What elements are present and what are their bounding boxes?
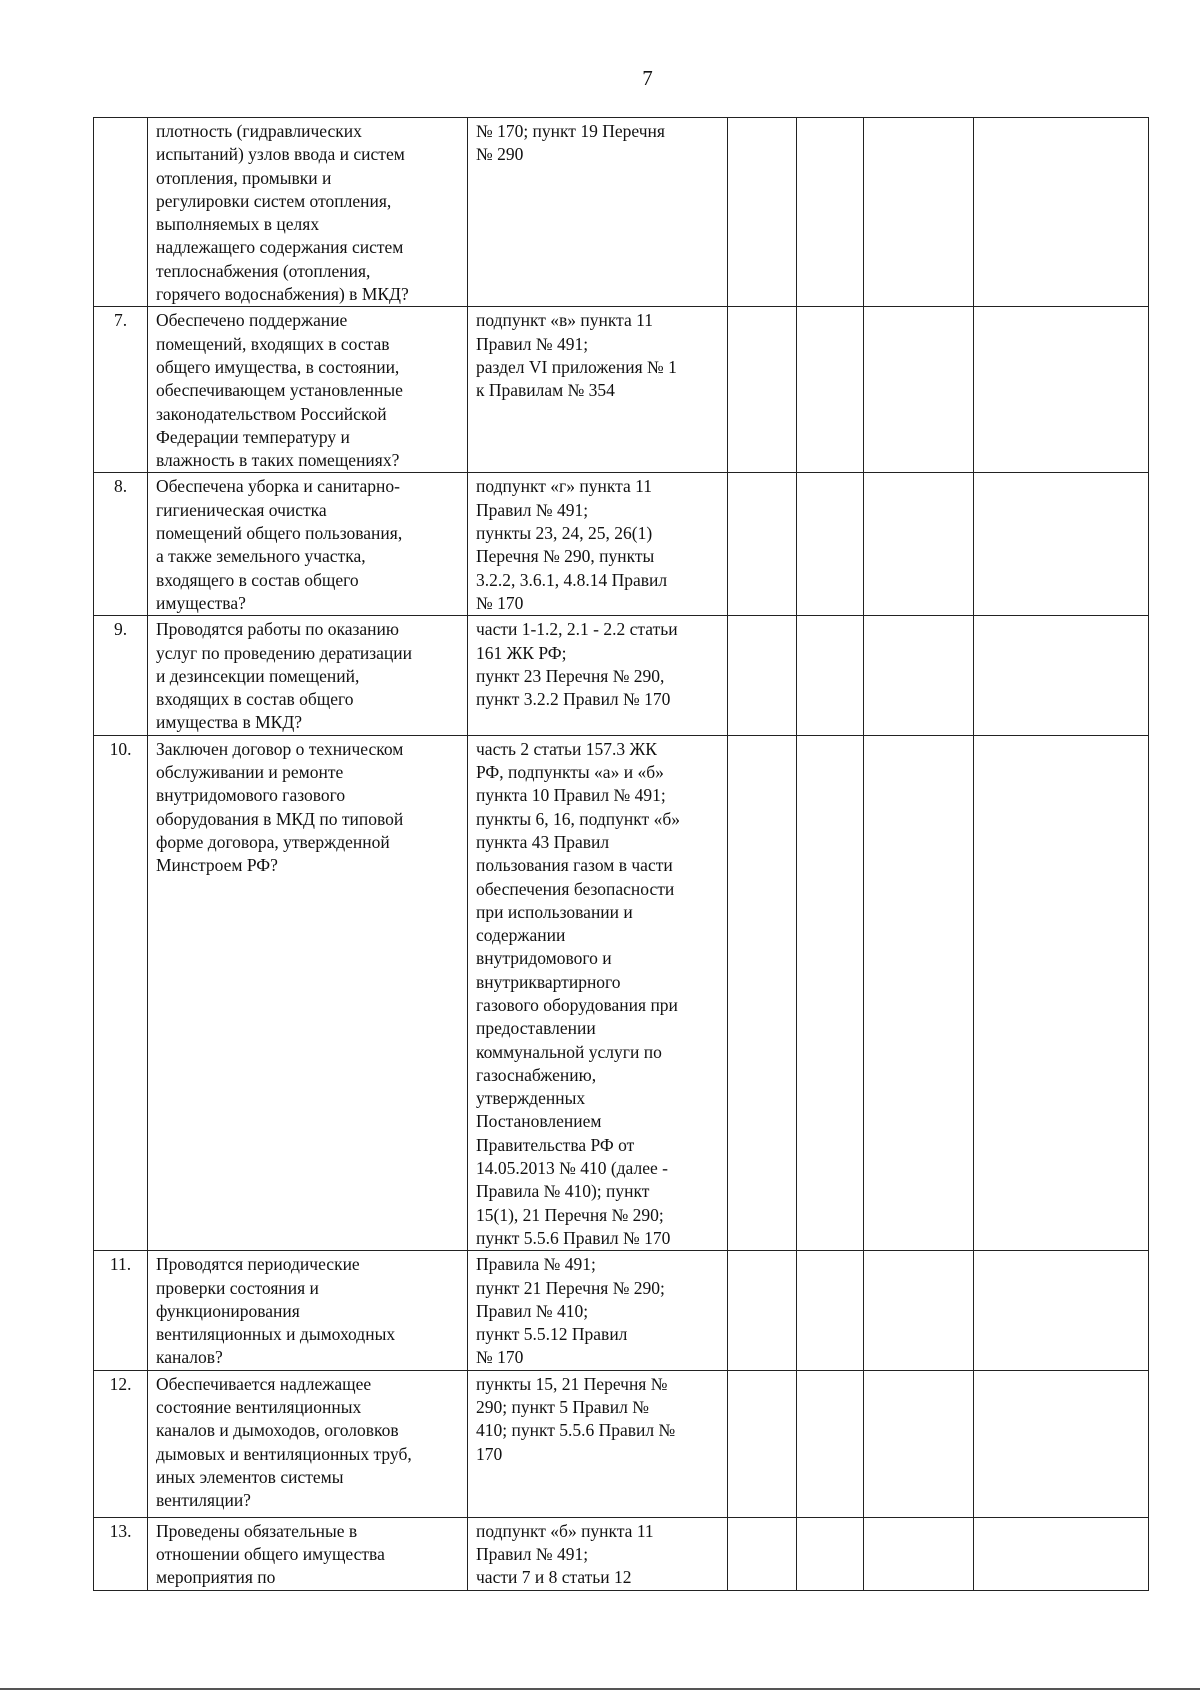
note-cell[interactable] (974, 1251, 1149, 1370)
reference-cell: подпункт «б» пункта 11 Правил № 491; части 7 и 8 статьи 12 (468, 1517, 728, 1590)
page-bottom-edge (0, 1688, 1200, 1690)
table-row (94, 1517, 1149, 1590)
note-cell[interactable] (974, 307, 1149, 473)
answer-yes-cell[interactable] (728, 307, 797, 473)
row-number: 10. (94, 735, 148, 1251)
question-cell: Заключен договор о техническом обслуживании и ремонте внутридомового газового оборудования в МКД по типовой форме договора, утвержденной Минстроем РФ? (148, 735, 468, 1251)
checklist-table (93, 117, 1149, 1591)
answer-na-cell[interactable] (864, 1370, 974, 1517)
reference-cell: Правила № 491; пункт 21 Перечня № 290; Правил № 410; пункт 5.5.12 Правил № 170 (468, 1251, 728, 1370)
question-cell: Проводятся работы по оказанию услуг по проведению дератизации и дезинсекции помещений, входящих в состав общего имущества в МКД? (148, 616, 468, 735)
answer-no-cell[interactable] (797, 473, 864, 616)
table-row (94, 1251, 1149, 1370)
answer-na-cell[interactable] (864, 473, 974, 616)
reference-cell: подпункт «в» пункта 11 Правил № 491; раздел VI приложения № 1 к Правилам № 354 (468, 307, 728, 473)
row-number (94, 118, 148, 307)
question-cell: Обеспечивается надлежащее состояние вентиляционных каналов и дымоходов, оголовков дымовых и вентиляционных труб, иных элементов системы вентиляции? (148, 1370, 468, 1517)
row-number: 7. (94, 307, 148, 473)
note-cell[interactable] (974, 1370, 1149, 1517)
answer-na-cell[interactable] (864, 616, 974, 735)
row-number: 12. (94, 1370, 148, 1517)
note-cell[interactable] (974, 735, 1149, 1251)
answer-na-cell[interactable] (864, 1517, 974, 1590)
answer-no-cell[interactable] (797, 307, 864, 473)
answer-yes-cell[interactable] (728, 118, 797, 307)
note-cell[interactable] (974, 118, 1149, 307)
question-cell: Проведены обязательные в отношении общего имущества мероприятия по (148, 1517, 468, 1590)
note-cell[interactable] (974, 1517, 1149, 1590)
question-cell: Обеспечена уборка и санитарно- гигиеническая очистка помещений общего пользования, а также земельного участка, входящего в состав общего имущества? (148, 473, 468, 616)
question-cell: Проводятся периодические проверки состояния и функционирования вентиляционных и дымоходных каналов? (148, 1251, 468, 1370)
answer-na-cell[interactable] (864, 118, 974, 307)
question-cell: плотность (гидравлических испытаний) узлов ввода и систем отопления, промывки и регулировки систем отопления, выполняемых в целях надлежащего содержания систем теплоснабжения (отопления, горячего водоснабжения) в МКД? (148, 118, 468, 307)
answer-yes-cell[interactable] (728, 735, 797, 1251)
reference-cell: часть 2 статьи 157.3 ЖК РФ, подпункты «а» и «б» пункта 10 Правил № 491; пункты 6, 16, подпункт «б» пункта 43 Правил пользования газом в части обеспечения безопасности при использовании и содержании внутридомового и внутриквартирного газового оборудования при предоставлении коммунальной услуги по газоснабжению, утвержденных Постановлением Правительства РФ от 14.05.2013 № 410 (далее - Правила № 410); пункт 15(1), 21 Перечня № 290; пункт 5.5.6 Правил № 170 (468, 735, 728, 1251)
note-cell[interactable] (974, 616, 1149, 735)
table-row (94, 1370, 1149, 1517)
answer-yes-cell[interactable] (728, 1370, 797, 1517)
answer-na-cell[interactable] (864, 735, 974, 1251)
note-cell[interactable] (974, 473, 1149, 616)
answer-no-cell[interactable] (797, 735, 864, 1251)
row-number: 8. (94, 473, 148, 616)
answer-no-cell[interactable] (797, 1370, 864, 1517)
answer-no-cell[interactable] (797, 1251, 864, 1370)
answer-yes-cell[interactable] (728, 616, 797, 735)
row-number: 13. (94, 1517, 148, 1590)
question-cell: Обеспечено поддержание помещений, входящих в состав общего имущества, в состоянии, обеспечивающем установленные законодательством Российской Федерации температуру и влажность в таких помещениях? (148, 307, 468, 473)
row-number: 9. (94, 616, 148, 735)
checklist-table-body (94, 118, 1149, 1591)
table-row (94, 735, 1149, 1251)
answer-na-cell[interactable] (864, 1251, 974, 1370)
reference-cell: подпункт «г» пункта 11 Правил № 491; пункты 23, 24, 25, 26(1) Перечня № 290, пункты 3.2.2, 3.6.1, 4.8.14 Правил № 170 (468, 473, 728, 616)
table-row (94, 307, 1149, 473)
reference-cell: пункты 15, 21 Перечня № 290; пункт 5 Правил № 410; пункт 5.5.6 Правил № 170 (468, 1370, 728, 1517)
table-row (94, 473, 1149, 616)
answer-yes-cell[interactable] (728, 1517, 797, 1590)
answer-no-cell[interactable] (797, 1517, 864, 1590)
answer-no-cell[interactable] (797, 616, 864, 735)
table-row (94, 616, 1149, 735)
answer-no-cell[interactable] (797, 118, 864, 307)
answer-yes-cell[interactable] (728, 473, 797, 616)
row-number: 11. (94, 1251, 148, 1370)
reference-cell: № 170; пункт 19 Перечня № 290 (468, 118, 728, 307)
reference-cell: части 1-1.2, 2.1 - 2.2 статьи 161 ЖК РФ; пункт 23 Перечня № 290, пункт 3.2.2 Правил № 170 (468, 616, 728, 735)
table-row (94, 118, 1149, 307)
answer-yes-cell[interactable] (728, 1251, 797, 1370)
page-number: 7 (642, 66, 653, 90)
answer-na-cell[interactable] (864, 307, 974, 473)
